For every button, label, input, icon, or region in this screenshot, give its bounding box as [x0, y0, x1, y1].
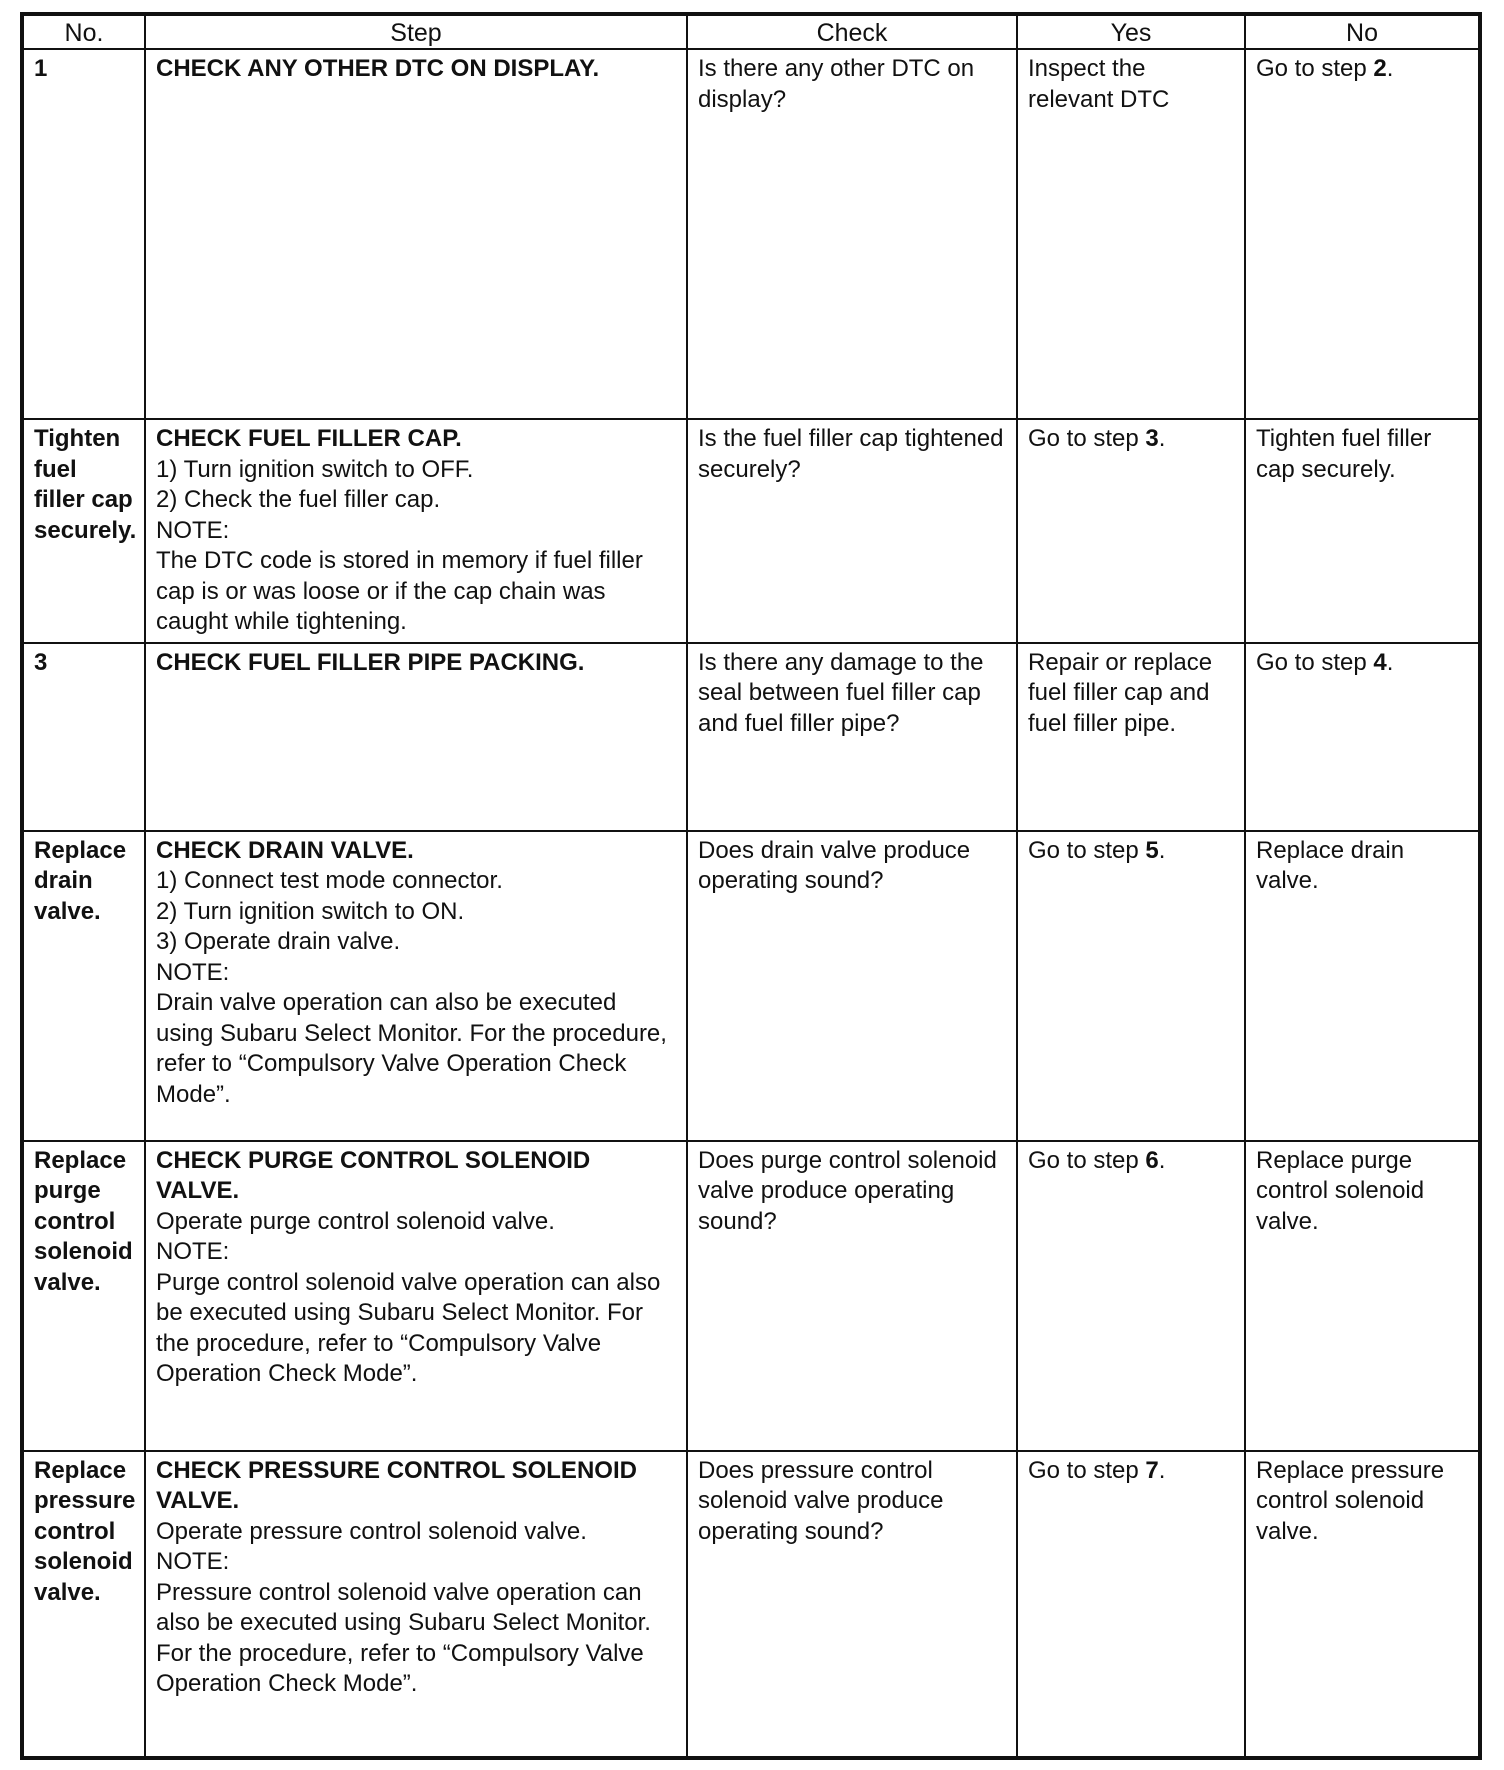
table-row: [22, 643, 1480, 831]
yes-text: Go to step: [1028, 836, 1146, 864]
yes-cell: Inspect the relevant DTC: [1017, 49, 1245, 419]
step-title: CHECK FUEL FILLER CAP.: [156, 425, 462, 452]
header-row: [22, 14, 1480, 49]
step-number: Tighten fuel filler cap securely.: [22, 419, 145, 643]
header-no: No.: [22, 14, 145, 49]
step-title: CHECK PRESSURE CONTROL SOLENOID VALVE.: [156, 1456, 637, 1514]
step-cell: [145, 1141, 687, 1451]
step-line: 2) Turn ignition switch to ON.: [156, 897, 465, 925]
check-cell: Does pressure control solenoid valve produce operating sound?: [687, 1451, 1017, 1759]
check-cell: Is there any damage to the seal between fuel filler cap and fuel filler pipe?: [687, 643, 1017, 831]
no-cell: [1245, 643, 1480, 831]
step-number: 1: [22, 49, 145, 419]
table-row: [22, 49, 1480, 419]
step-title: CHECK PURGE CONTROL SOLENOID VALVE.: [156, 1146, 591, 1204]
step-cell: [145, 49, 687, 419]
check-cell: Is there any other DTC on display?: [687, 49, 1017, 419]
step-line: The DTC code is stored in memory if fuel filler cap is or was loose or if the cap chain was caught while tightening.: [156, 547, 643, 635]
yes-cell: Repair or replace fuel filler cap and fuel filler pipe.: [1017, 643, 1245, 831]
step-line: 1) Turn ignition switch to OFF.: [156, 455, 474, 483]
step-line: Operate purge control solenoid valve.: [156, 1207, 555, 1235]
step-line: NOTE:: [156, 516, 230, 544]
table-row: [22, 1451, 1480, 1759]
header-yes: Yes: [1017, 14, 1245, 49]
yes-step-ref: 3: [1145, 425, 1159, 452]
step-title: CHECK ANY OTHER DTC ON DISPLAY.: [156, 55, 600, 82]
step-cell: [145, 419, 687, 643]
yes-step-ref: 5: [1145, 836, 1159, 864]
table-row: [22, 1141, 1480, 1451]
no-cell: Replace pressure control solenoid valve.: [1245, 1451, 1480, 1759]
step-line: 3) Operate drain valve.: [156, 928, 401, 955]
yes-text: Go to step: [1028, 1456, 1146, 1484]
step-line: Purge control solenoid valve operation can also be executed using Subaru Select Monitor. For the procedure, refer to “Compulsory Valve Operation Check Mode”.: [156, 1268, 661, 1387]
yes-step-ref: 7: [1145, 1456, 1159, 1484]
step-number: Replace purge control solenoid valve.: [22, 1141, 145, 1451]
diagnostic-table: [20, 12, 1482, 1760]
yes-step-ref: 6: [1145, 1146, 1159, 1174]
step-line: Operate pressure control solenoid valve.: [156, 1517, 587, 1545]
header-step: Step: [145, 14, 687, 49]
yes-end: .: [1158, 836, 1166, 864]
yes-text: Go to step: [1028, 425, 1146, 452]
table-row: [22, 831, 1480, 1141]
check-cell: Does purge control solenoid valve produce operating sound?: [687, 1141, 1017, 1451]
no-text: Go to step: [1256, 648, 1374, 676]
header-no-col: No: [1245, 14, 1480, 49]
table-row: [22, 419, 1480, 643]
step-number: Replace drain valve.: [22, 831, 145, 1141]
step-number: 3: [22, 643, 145, 831]
no-cell: Replace purge control solenoid valve.: [1245, 1141, 1480, 1451]
no-cell: Tighten fuel filler cap securely.: [1245, 419, 1480, 643]
no-end: .: [1386, 648, 1394, 676]
yes-text: Go to step: [1028, 1146, 1146, 1174]
step-line: Drain valve operation can also be executed using Subaru Select Monitor. For the procedure, refer to “Compulsory Valve Operation Check Mode”.: [156, 989, 667, 1108]
no-end: .: [1386, 55, 1394, 82]
step-cell: [145, 1451, 687, 1759]
check-cell: Is the fuel filler cap tightened securely?: [687, 419, 1017, 643]
step-line: 1) Connect test mode connector.: [156, 867, 503, 894]
yes-cell: [1017, 419, 1245, 643]
no-text: Go to step: [1256, 55, 1374, 82]
step-cell: [145, 831, 687, 1141]
step-line: 2) Check the fuel filler cap.: [156, 486, 441, 513]
header-check: Check: [687, 14, 1017, 49]
step-number: Replace pressure control solenoid valve.: [22, 1451, 145, 1759]
yes-cell: [1017, 1451, 1245, 1759]
step-line: NOTE:: [156, 1548, 230, 1575]
step-line: NOTE:: [156, 1238, 230, 1265]
no-cell: [1245, 49, 1480, 419]
yes-cell: [1017, 1141, 1245, 1451]
step-title: CHECK DRAIN VALVE.: [156, 836, 414, 864]
step-line: NOTE:: [156, 958, 230, 986]
yes-cell: [1017, 831, 1245, 1141]
yes-end: .: [1158, 425, 1166, 452]
no-step-ref: 2: [1373, 55, 1387, 82]
step-line: Pressure control solenoid valve operation can also be executed using Subaru Select Monitor. For the procedure, refer to “Compulsory Valve Operation Check Mode”.: [156, 1578, 651, 1697]
yes-end: .: [1158, 1146, 1166, 1174]
no-cell: Replace drain valve.: [1245, 831, 1480, 1141]
step-cell: [145, 643, 687, 831]
step-title: CHECK FUEL FILLER PIPE PACKING.: [156, 648, 585, 676]
no-step-ref: 4: [1373, 648, 1387, 676]
yes-end: .: [1158, 1456, 1166, 1484]
check-cell: Does drain valve produce operating sound?: [687, 831, 1017, 1141]
